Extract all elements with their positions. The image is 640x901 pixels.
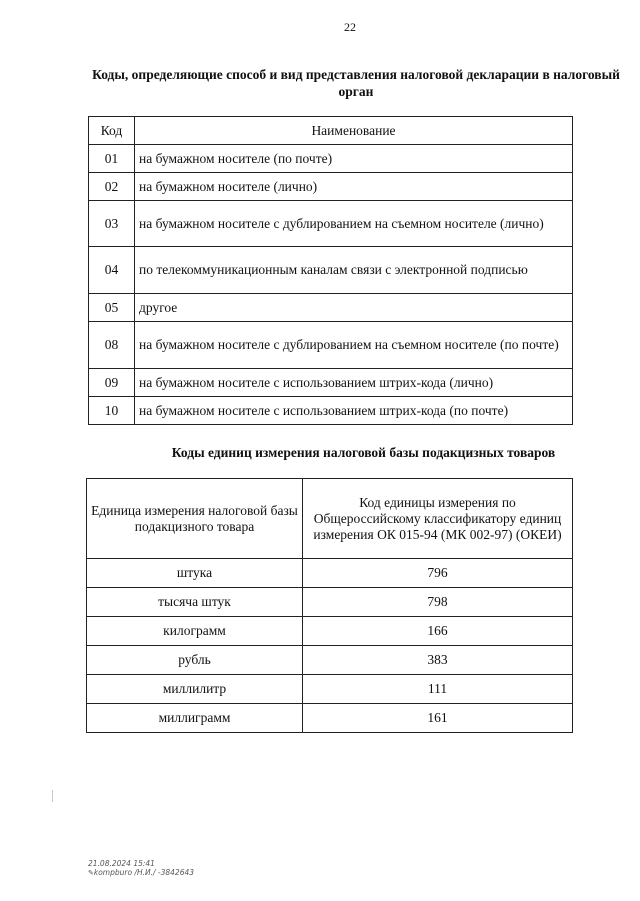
header-code: Код xyxy=(89,117,135,145)
row-name: другое xyxy=(135,294,573,322)
table-row xyxy=(89,247,573,294)
pencil-icon: ✎ xyxy=(88,869,94,877)
tax-base-unit-codes-table xyxy=(86,478,573,733)
table-row xyxy=(87,588,573,617)
table-row xyxy=(89,369,573,397)
table-row xyxy=(87,646,573,675)
footer-editor: kompburo /Н.И./ -3842643 xyxy=(93,868,195,877)
row-code: 09 xyxy=(89,369,135,397)
row-name: на бумажном носителе (по почте) xyxy=(135,145,573,173)
table-row xyxy=(87,675,573,704)
scan-speck xyxy=(52,790,53,802)
header-name: Наименование xyxy=(135,117,573,145)
row-code: 02 xyxy=(89,173,135,201)
row-code: 03 xyxy=(89,201,135,247)
table-row xyxy=(87,559,573,588)
row-unit: миллилитр xyxy=(87,675,303,704)
row-code: 05 xyxy=(89,294,135,322)
row-okei-code: 796 xyxy=(303,559,573,588)
row-okei-code: 798 xyxy=(303,588,573,617)
table-row xyxy=(89,173,573,201)
submission-method-codes-table xyxy=(88,116,573,425)
table-row xyxy=(89,145,573,173)
table1-title: Коды, определяющие способ и вид представления налоговой декларации в налоговый орган xyxy=(92,67,620,99)
table-row xyxy=(87,704,573,733)
row-name: на бумажном носителе с дублированием на съемном носителе (по почте) xyxy=(135,322,573,369)
row-code: 10 xyxy=(89,397,135,425)
row-name: на бумажном носителе с использованием штрих-кода (по почте) xyxy=(135,397,573,425)
row-okei-code: 111 xyxy=(303,675,573,704)
table-row xyxy=(89,201,573,247)
header-okei-code: Код единицы измерения по Общероссийскому классификатору единиц измерения ОК 015-94 (МК 002-97) (ОКЕИ) xyxy=(303,479,573,559)
row-code: 01 xyxy=(89,145,135,173)
footer-editor-line xyxy=(88,868,194,878)
row-code: 08 xyxy=(89,322,135,369)
row-unit: килограмм xyxy=(87,617,303,646)
table-row xyxy=(89,322,573,369)
row-unit: рубль xyxy=(87,646,303,675)
row-name: на бумажном носителе с дублированием на съемном носителе (лично) xyxy=(135,201,573,247)
header-unit: Единица измерения налоговой базы подакцизного товара xyxy=(87,479,303,559)
row-unit: миллиграмм xyxy=(87,704,303,733)
footer-date: 21.08.2024 15:41 xyxy=(88,859,155,868)
table-row xyxy=(89,294,573,322)
row-name: на бумажном носителе (лично) xyxy=(135,173,573,201)
row-unit: тысяча штук xyxy=(87,588,303,617)
table-row xyxy=(87,617,573,646)
page-number: 22 xyxy=(344,20,356,34)
row-code: 04 xyxy=(89,247,135,294)
row-okei-code: 161 xyxy=(303,704,573,733)
row-unit: штука xyxy=(87,559,303,588)
table-header-row xyxy=(87,479,573,559)
row-name: на бумажном носителе с использованием штрих-кода (лично) xyxy=(135,369,573,397)
table-header-row xyxy=(89,117,573,145)
footer-stamp xyxy=(88,859,194,878)
row-okei-code: 166 xyxy=(303,617,573,646)
row-name: по телекоммуникационным каналам связи с электронной подписью xyxy=(135,247,573,294)
table2-title: Коды единиц измерения налоговой базы подакцизных товаров xyxy=(171,445,556,460)
row-okei-code: 383 xyxy=(303,646,573,675)
table-row xyxy=(89,397,573,425)
